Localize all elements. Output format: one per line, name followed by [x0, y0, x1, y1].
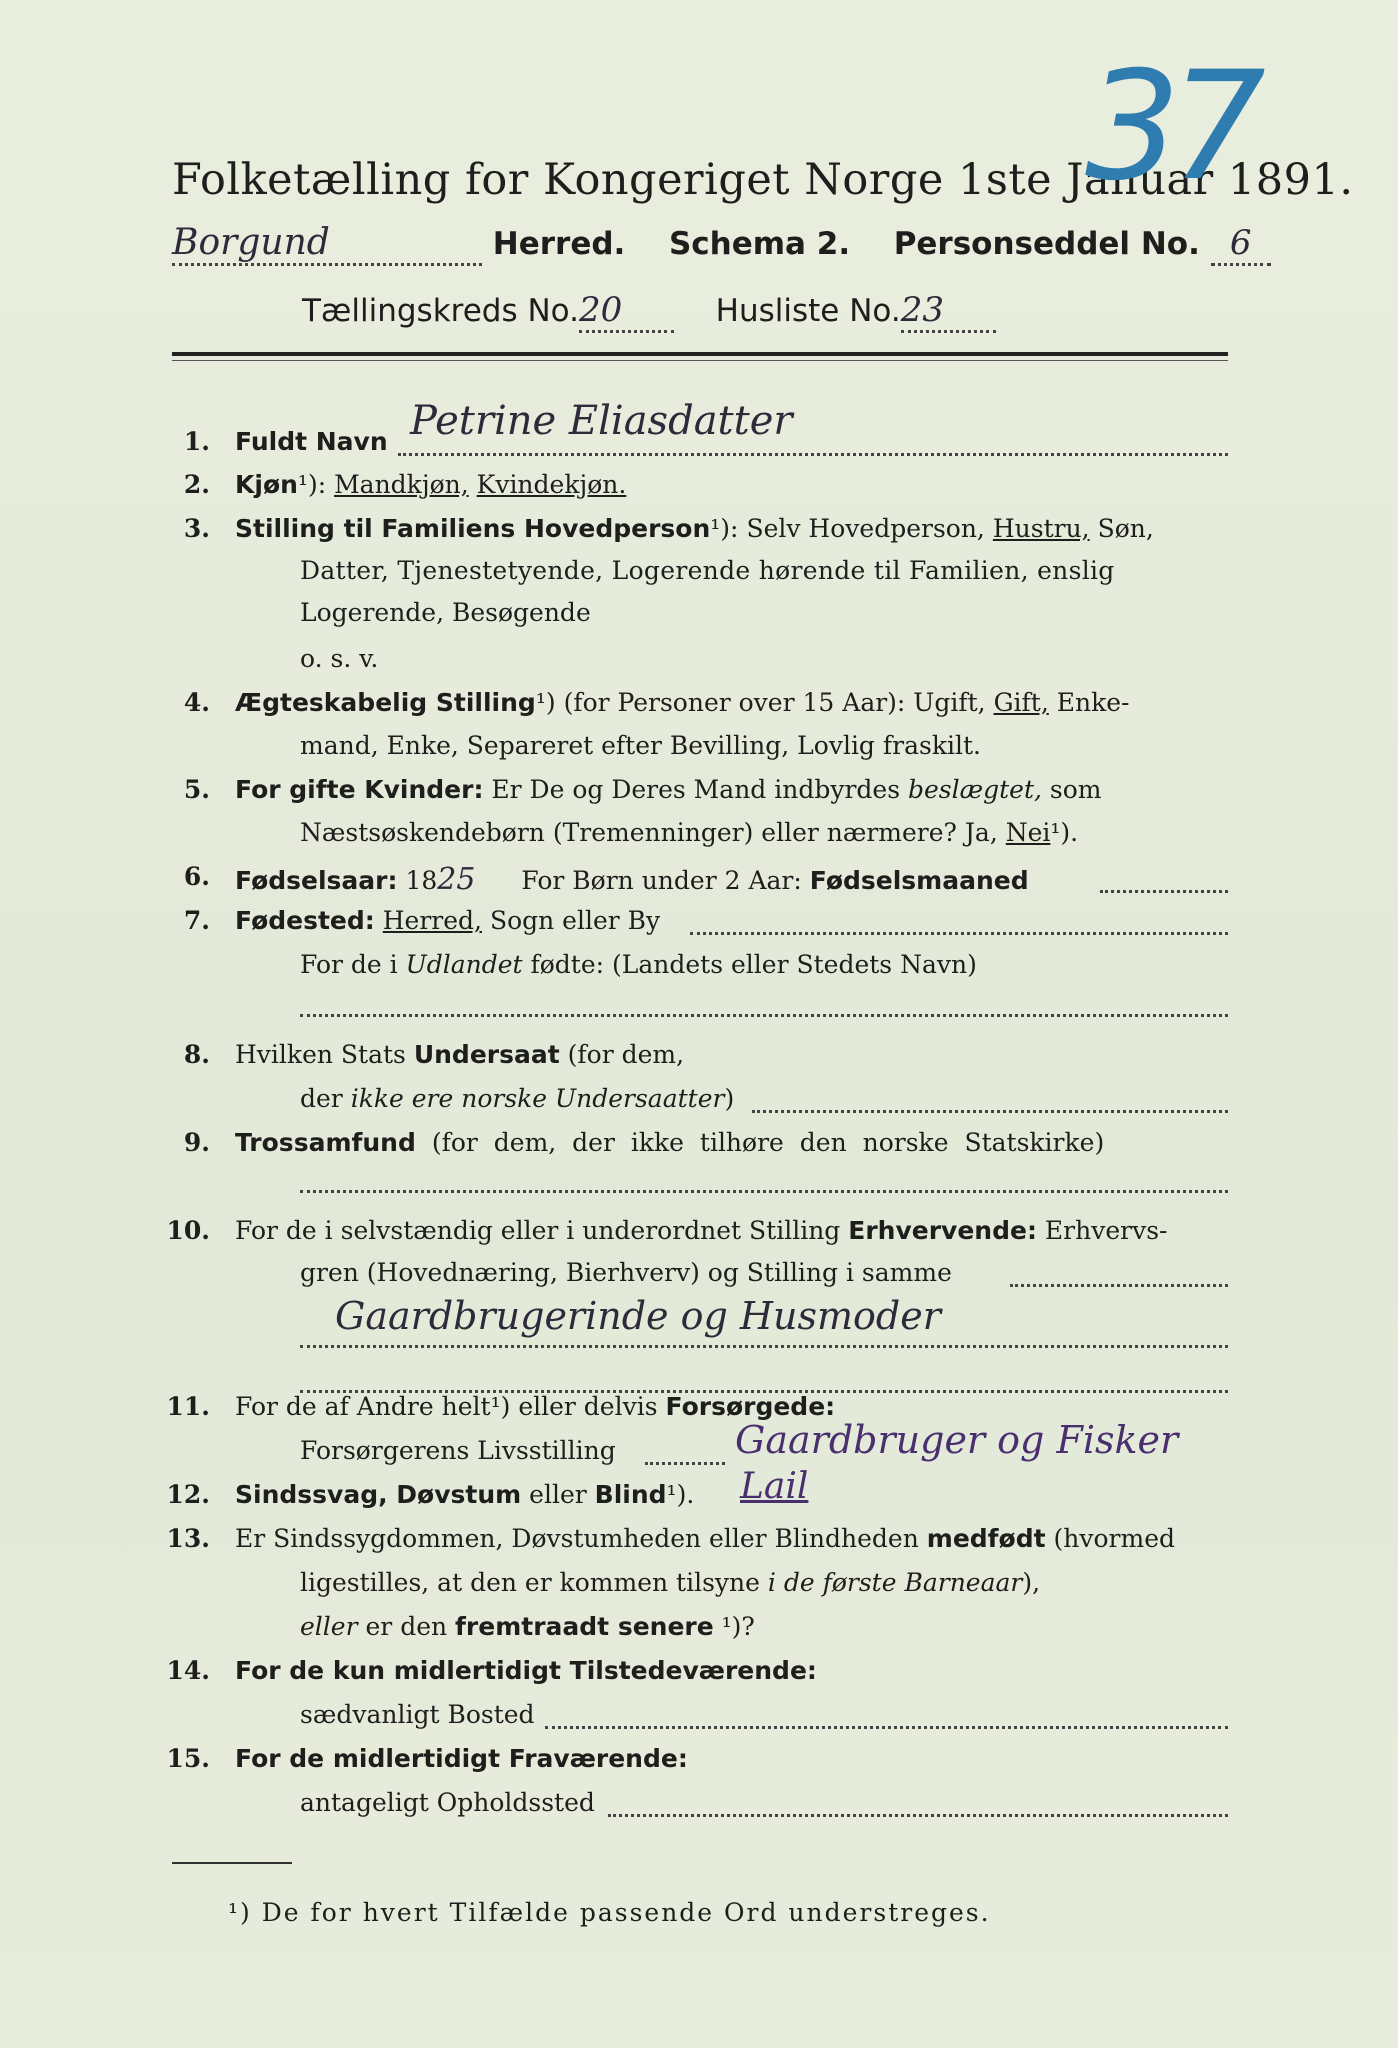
q3-label: Stilling til Familiens Hovedperson	[235, 514, 711, 543]
q5-text: Er De og Deres Mand indbyrdes	[491, 775, 901, 804]
q7-dotline2	[300, 1014, 1228, 1017]
q12-label2: Blind	[594, 1480, 667, 1509]
q12-answer: Lail	[740, 1466, 809, 1507]
q15-dotline	[608, 1814, 1228, 1817]
q6-line	[235, 862, 1029, 897]
q8-line2: der ikke ere norske Undersaatter)	[300, 1084, 735, 1113]
q7-number: 7.	[183, 906, 210, 935]
q12-text: eller	[529, 1480, 587, 1509]
q8-label: Undersaat	[413, 1040, 560, 1069]
q8-italic: ikke ere norske Undersaatter	[350, 1084, 725, 1113]
footnote: ¹) De for hvert Tilfælde passende Ord understreges.	[228, 1898, 991, 1927]
q6-year-prefix: 18	[405, 866, 438, 895]
herred-name: Borgund	[172, 222, 482, 266]
q13-label: medfødt	[926, 1524, 1046, 1553]
q15-label: For de midlertidigt Fraværende:	[235, 1744, 688, 1773]
q12-line: Sindssvag, Døvstum eller Blind¹).	[235, 1480, 695, 1509]
q11-text: For de af Andre helt	[235, 1392, 491, 1421]
q5-text2: Næstsøskendebørn (Tremenninger) eller nærmere? Ja,	[300, 818, 998, 847]
q9-text: (for dem, der ikke tilhøre den norske Statskirke)	[431, 1128, 1105, 1157]
q6-year-hand: 25	[437, 862, 476, 897]
q7-text2-end: fødte: (Landets eller Stedets Navn)	[530, 950, 977, 979]
q3-line3: Logerende, Besøgende	[300, 598, 591, 627]
q12-number: 12.	[166, 1480, 210, 1509]
q4-line1	[235, 688, 1129, 717]
header-divider-thin	[172, 360, 1228, 361]
q5-text2-end: ¹).	[1050, 818, 1079, 847]
q7-text2: For de i	[300, 950, 398, 979]
q4-sup: ¹)	[535, 688, 556, 717]
q8-text2: der	[300, 1084, 343, 1113]
q3-line4: o. s. v.	[300, 644, 379, 673]
header-divider	[172, 352, 1228, 356]
q13-text3: er den	[365, 1612, 448, 1641]
q7-selected: Herred,	[382, 906, 482, 935]
q6-label: Fødselsaar:	[235, 866, 398, 895]
q10-text: For de i selvstændig eller i underordnet Stilling	[235, 1216, 841, 1245]
q6-number: 6.	[183, 862, 210, 891]
q2-line	[235, 470, 626, 499]
q8-number: 8.	[183, 1040, 210, 1069]
q3-sup: ¹):	[710, 514, 739, 543]
q13-text-end: (hvormed	[1053, 1524, 1176, 1553]
q9-line1	[235, 1128, 1104, 1157]
q11-dotline	[645, 1462, 725, 1465]
q5-selected: Nei	[1005, 818, 1051, 847]
q12-label: Sindssvag, Døvstum	[235, 1480, 522, 1509]
q13-text2: ligestilles, at den er kommen tilsyne	[300, 1568, 760, 1597]
q8-dotline	[752, 1110, 1228, 1113]
q9-number: 9.	[183, 1128, 210, 1157]
q11-number: 11.	[166, 1392, 210, 1421]
kreds-label: Tællingskreds No.	[302, 293, 579, 329]
q11-line2: Forsørgerens Livsstilling	[300, 1436, 616, 1465]
sheet-number: 37	[1085, 40, 1256, 214]
q15-line2: antageligt Opholdssted	[300, 1788, 595, 1817]
q4-text-end: Enke-	[1056, 688, 1130, 717]
q3-number: 3.	[183, 514, 210, 543]
q7-italic: Udlandet	[405, 950, 523, 979]
q13-italic2: eller	[300, 1612, 358, 1641]
q11-answer: Gaardbruger og Fisker	[735, 1418, 1179, 1462]
q5-line2	[300, 818, 1078, 847]
q2-sup: ¹):	[297, 470, 327, 499]
q4-text: (for Personer over 15 Aar): Ugift,	[563, 688, 986, 717]
q11-text-mid: eller delvis	[518, 1392, 658, 1421]
herred-line	[172, 222, 1271, 266]
q5-label: For gifte Kvinder:	[235, 775, 484, 804]
kreds-line	[302, 290, 996, 333]
q2-label: Kjøn	[235, 470, 298, 499]
q14-dotline	[545, 1726, 1228, 1729]
q3-text: Selv Hovedperson,	[746, 514, 985, 543]
q10-line1	[235, 1216, 1167, 1245]
q13-label2: fremtraadt senere	[455, 1612, 714, 1641]
personseddel-no: 6	[1211, 223, 1271, 266]
q13-text: Er Sindssygdommen, Døvstumheden eller Blindheden	[235, 1524, 919, 1553]
q5-italic: beslægtet,	[908, 775, 1042, 804]
q15-number: 15.	[166, 1744, 210, 1773]
q10-text-end: Erhvervs-	[1044, 1216, 1168, 1245]
q7-label: Fødested:	[235, 906, 375, 935]
q6-label2: Fødselsmaaned	[809, 866, 1029, 895]
q3-line1	[235, 514, 1154, 543]
q10-label: Erhvervende:	[848, 1216, 1037, 1245]
form-title: Folketælling for Kongeriget Norge 1ste Januar 1891.	[172, 155, 1354, 205]
q10-dotline2	[300, 1345, 1228, 1348]
q10-number: 10.	[166, 1216, 210, 1245]
kreds-no: 20	[579, 290, 674, 333]
q4-number: 4.	[183, 688, 210, 717]
q8-text: Hvilken Stats	[235, 1040, 406, 1069]
herred-label: Herred.	[492, 226, 626, 262]
q13-italic: i de første Barneaar	[767, 1568, 1023, 1597]
q11-line1	[235, 1392, 835, 1421]
q9-dotline	[300, 1190, 1228, 1193]
q3-text-end: Søn,	[1097, 514, 1154, 543]
q13-text3-end: ¹)?	[721, 1612, 755, 1641]
q11-label: Forsørgede:	[665, 1392, 836, 1421]
q11-sup: ¹)	[490, 1392, 511, 1421]
q13-line1	[235, 1524, 1175, 1553]
q2-option-mand: Mandkjøn,	[334, 470, 469, 499]
q5-number: 5.	[183, 775, 210, 804]
personseddel-label: Personseddel No.	[893, 226, 1200, 262]
q7-line1	[235, 906, 660, 935]
q1-number: 1.	[183, 427, 210, 456]
q4-label: Ægteskabelig Stilling	[235, 688, 536, 717]
q13-number: 13.	[166, 1524, 210, 1553]
q6-text: For Børn under 2 Aar:	[521, 866, 802, 895]
q3-line2: Datter, Tjenestetyende, Logerende hørende til Familien, enslig	[300, 556, 1115, 585]
q10-line2: gren (Hovednæring, Bierhverv) og Stilling i samme	[300, 1258, 952, 1287]
q14-label: For de kun midlertidigt Tilstedeværende:	[235, 1656, 817, 1685]
q10-answer: Gaardbrugerinde og Husmoder	[335, 1294, 941, 1338]
q5-line1	[235, 775, 1102, 804]
husliste-label: Husliste No.	[715, 293, 901, 329]
q5-text-end: som	[1049, 775, 1102, 804]
q6-dotline	[1100, 890, 1228, 893]
q14-number: 14.	[166, 1656, 210, 1685]
q10-dotline	[1010, 1284, 1228, 1287]
q9-label: Trossamfund	[235, 1128, 416, 1157]
q4-line2: mand, Enke, Separeret efter Bevilling, Lovlig fraskilt.	[300, 731, 981, 760]
q3-selected: Hustru,	[992, 514, 1090, 543]
q13-line3	[300, 1612, 755, 1641]
q13-line2: ligestilles, at den er kommen tilsyne i de første Barneaar),	[300, 1568, 1041, 1597]
q2-number: 2.	[183, 470, 210, 499]
schema-label: Schema 2.	[668, 226, 851, 262]
q7-dotline	[690, 932, 1228, 935]
q8-line1	[235, 1040, 684, 1069]
footnote-rule	[172, 1862, 292, 1864]
q1-label: Fuldt Navn	[235, 427, 388, 456]
q7-text: Sogn eller By	[489, 906, 661, 935]
q1-dotline	[398, 453, 1228, 456]
q7-line2	[300, 950, 977, 979]
q8-text-end: (for dem,	[567, 1040, 685, 1069]
q2-option-kvinde: Kvindekjøn.	[476, 470, 627, 499]
q1-answer: Petrine Eliasdatter	[410, 398, 793, 444]
husliste-no: 23	[901, 290, 996, 333]
q4-selected: Gift,	[993, 688, 1049, 717]
q14-line2: sædvanligt Bosted	[300, 1700, 535, 1729]
